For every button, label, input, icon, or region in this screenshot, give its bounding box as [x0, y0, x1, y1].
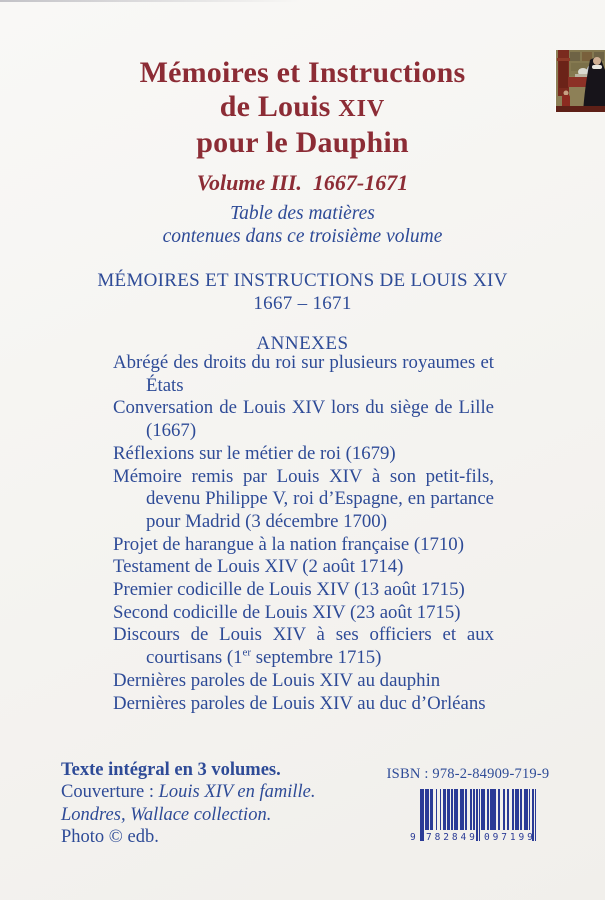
scan-edge-line	[0, 0, 300, 2]
credits-location: Londres, Wallace collection.	[61, 804, 272, 825]
credits-cover-label: Couverture :	[61, 782, 159, 803]
credits-cover	[61, 781, 316, 803]
barcode-bar	[420, 789, 422, 841]
barcode-bar	[508, 789, 510, 830]
credits-photo: Photo © edb.	[61, 827, 159, 848]
barcode-bar	[444, 789, 446, 830]
barcode-bar	[513, 789, 515, 830]
barcode-bar	[503, 789, 505, 830]
annex-list	[113, 352, 494, 715]
annex-item: Projet de harangue à la nation française (1710)	[113, 533, 464, 555]
toc-heading	[0, 202, 605, 248]
barcode-bar	[487, 789, 489, 830]
annex-item: Premier codicille de Louis XIV (13 août 1715)	[113, 579, 465, 601]
barcode-bar	[474, 789, 476, 830]
volume-subtitle: Volume III. 1667-1671	[196, 170, 409, 195]
annex-item: Dernières paroles de Louis XIV au duc d’Orléans	[113, 692, 486, 714]
barcode-bar	[448, 789, 450, 830]
barcode-bar	[526, 789, 528, 830]
barcode-bar	[518, 789, 520, 830]
ean13-barcode	[410, 789, 536, 847]
barcode-bar	[427, 789, 429, 830]
book-title-line-1: Mémoires et Instructions	[139, 56, 466, 89]
annex-item: Discours de Louis XIV à ses officiers et aux courtisans (1er septembre 1715)	[113, 624, 494, 669]
toc-heading-line-1: Table des matières	[230, 203, 375, 224]
annexes-heading: ANNEXES	[256, 333, 349, 354]
section-years: 1667 – 1671	[253, 293, 352, 314]
book-title-line-2	[0, 90, 605, 126]
barcode-bar	[470, 789, 472, 830]
barcode-bar	[440, 789, 442, 830]
annex-item: Abrégé des droits du roi sur plusieurs royaumes et États	[113, 352, 494, 396]
title-block	[0, 56, 605, 196]
book-title-line-2-text: de Louis	[219, 90, 339, 123]
barcode-bar	[436, 789, 438, 830]
isbn-label: ISBN : 978-2-84909-719-9	[386, 766, 550, 782]
barcode-bar	[492, 789, 494, 830]
barcode-bar	[498, 789, 500, 830]
barcode-bar	[431, 789, 433, 830]
toc-heading-line-2: contenues dans ce troisième volume	[162, 226, 443, 247]
barcode-digit-group: 9	[410, 832, 416, 843]
barcode-bar	[529, 789, 531, 830]
annex-item: Second codicille de Louis XIV (23 août 1715)	[113, 601, 461, 623]
annex-item: Mémoire remis par Louis XIV à son petit-fils, devenu Philippe V, roi d’Espagne, en partance pour Madrid (3 décembre 1700)	[113, 465, 494, 532]
barcode-bar	[494, 789, 496, 830]
barcode-bar	[463, 789, 465, 830]
annex-item: Réflexions sur le métier de roi (1679)	[113, 442, 396, 464]
barcode-bar	[452, 789, 454, 830]
barcode-bar	[479, 789, 481, 841]
book-title-roman-numeral: XIV	[338, 96, 386, 122]
section-title: MÉMOIRES ET INSTRUCTIONS DE LOUIS XIV	[97, 270, 508, 291]
credits-volumes: Texte intégral en 3 volumes.	[61, 760, 281, 780]
barcode-bar	[520, 789, 522, 830]
barcode-bar	[483, 789, 485, 830]
annex-item: Dernières paroles de Louis XIV au dauphin	[113, 669, 441, 691]
barcode-digit-group: 097199	[484, 832, 536, 843]
section-heading	[0, 269, 605, 315]
annex-item: Testament de Louis XIV (2 août 1714)	[113, 556, 404, 578]
book-title-line-3: pour le Dauphin	[196, 126, 409, 159]
credits-block	[61, 759, 316, 849]
barcode-digit-group: 782849	[426, 832, 478, 843]
credits-cover-title: Louis XIV en famille.	[158, 782, 316, 803]
barcode-bar	[465, 789, 467, 830]
annex-item: Conversation de Louis XIV lors du siège de Lille (1667)	[113, 397, 494, 442]
barcode-bar	[422, 789, 424, 841]
barcode-bar	[457, 789, 459, 830]
